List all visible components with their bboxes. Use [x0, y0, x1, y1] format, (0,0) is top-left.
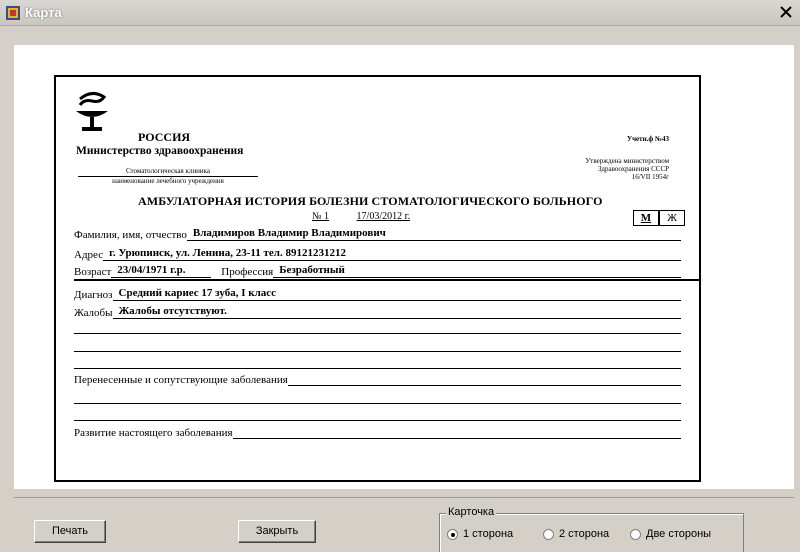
fio-row [74, 227, 681, 241]
radio-one-side-label: 1 сторона [463, 528, 514, 540]
radio-both-sides[interactable] [630, 528, 711, 540]
sex-selector [633, 210, 685, 226]
radio-both-sides-dot[interactable] [630, 529, 641, 540]
clinic-caption: наименование лечебного учреждения [112, 177, 224, 185]
fio-value: Владимиров Владимир Владимирович [187, 227, 681, 241]
approval-line-1: Утверждена министерством [585, 157, 669, 165]
client-area [6, 27, 794, 544]
app-icon [6, 6, 20, 20]
blank-line [74, 368, 681, 369]
past-diseases-row [74, 372, 681, 386]
clinic-name: Стоматологическая клиника [78, 167, 258, 177]
approval-note [585, 157, 669, 181]
blank-line [74, 333, 681, 334]
blank-line [74, 403, 681, 404]
ministry-label: Министерство здравоохранения [76, 145, 244, 157]
patient-card [54, 75, 701, 482]
development-label: Развитие настоящего заболевания [74, 427, 233, 439]
form-number: Учетн.ф №43 [626, 135, 669, 143]
age-label: Возраст [74, 266, 112, 278]
complaints-row [74, 305, 681, 319]
profession-value: Безработный [273, 264, 681, 278]
radio-second-side-dot[interactable] [543, 529, 554, 540]
section-divider [74, 279, 699, 281]
profession-label: Профессия [221, 266, 274, 278]
radio-one-side-dot[interactable] [447, 529, 458, 540]
card-heading: АМБУЛАТОРНАЯ ИСТОРИЯ БОЛЕЗНИ СТОМАТОЛОГИЧЕСКОГО БОЛЬНОГО [138, 194, 603, 208]
age-value: 23/04/1971 г.р. [111, 264, 211, 278]
development-value [233, 425, 681, 439]
address-label: Адрес [74, 249, 104, 261]
card-side-group-title: Карточка [448, 506, 495, 518]
development-row [74, 425, 681, 439]
preview-area [14, 45, 794, 489]
record-date: 17/03/2012 г. [356, 211, 411, 222]
radio-second-side-label: 2 сторона [559, 528, 610, 540]
bottom-toolbar [14, 497, 794, 552]
fio-label: Фамилия, имя, отчество [74, 229, 187, 241]
title-bar[interactable] [0, 0, 800, 26]
card-side-group [439, 506, 744, 552]
diagnosis-label: Диагноз [74, 289, 113, 301]
diagnosis-value: Средний кариес 17 зуба, I класс [113, 287, 681, 301]
sex-male: М [633, 210, 659, 226]
radio-one-side[interactable] [447, 528, 513, 540]
blank-line [74, 420, 681, 421]
age-row [74, 264, 681, 278]
address-value: г. Урюпинск, ул. Ленина, 23-11 тел. 89121231212 [103, 247, 681, 261]
record-no: № 1 [312, 211, 330, 222]
sex-female: Ж [659, 210, 685, 226]
radio-second-side[interactable] [543, 528, 609, 540]
approval-line-2: Здравоохранения СССР [598, 165, 669, 173]
country-label: РОССИЯ [138, 130, 191, 144]
close-icon[interactable] [778, 4, 794, 20]
diagnosis-row [74, 287, 681, 301]
blank-line [74, 351, 681, 352]
past-diseases-label: Перенесенные и сопутствующие заболевания [74, 374, 288, 386]
caduceus-icon [72, 89, 112, 133]
approval-line-3: 16/VII 1954г [631, 173, 669, 181]
window-title: Карта [25, 5, 62, 20]
address-row [74, 247, 681, 261]
complaints-value: Жалобы отсутствуют. [113, 305, 681, 319]
past-diseases-value [288, 372, 681, 386]
record-number [312, 211, 410, 222]
close-button[interactable]: Закрыть [238, 520, 316, 543]
radio-both-sides-label: Две стороны [646, 528, 712, 540]
complaints-label: Жалобы [74, 307, 113, 319]
print-button[interactable]: Печать [34, 520, 106, 543]
